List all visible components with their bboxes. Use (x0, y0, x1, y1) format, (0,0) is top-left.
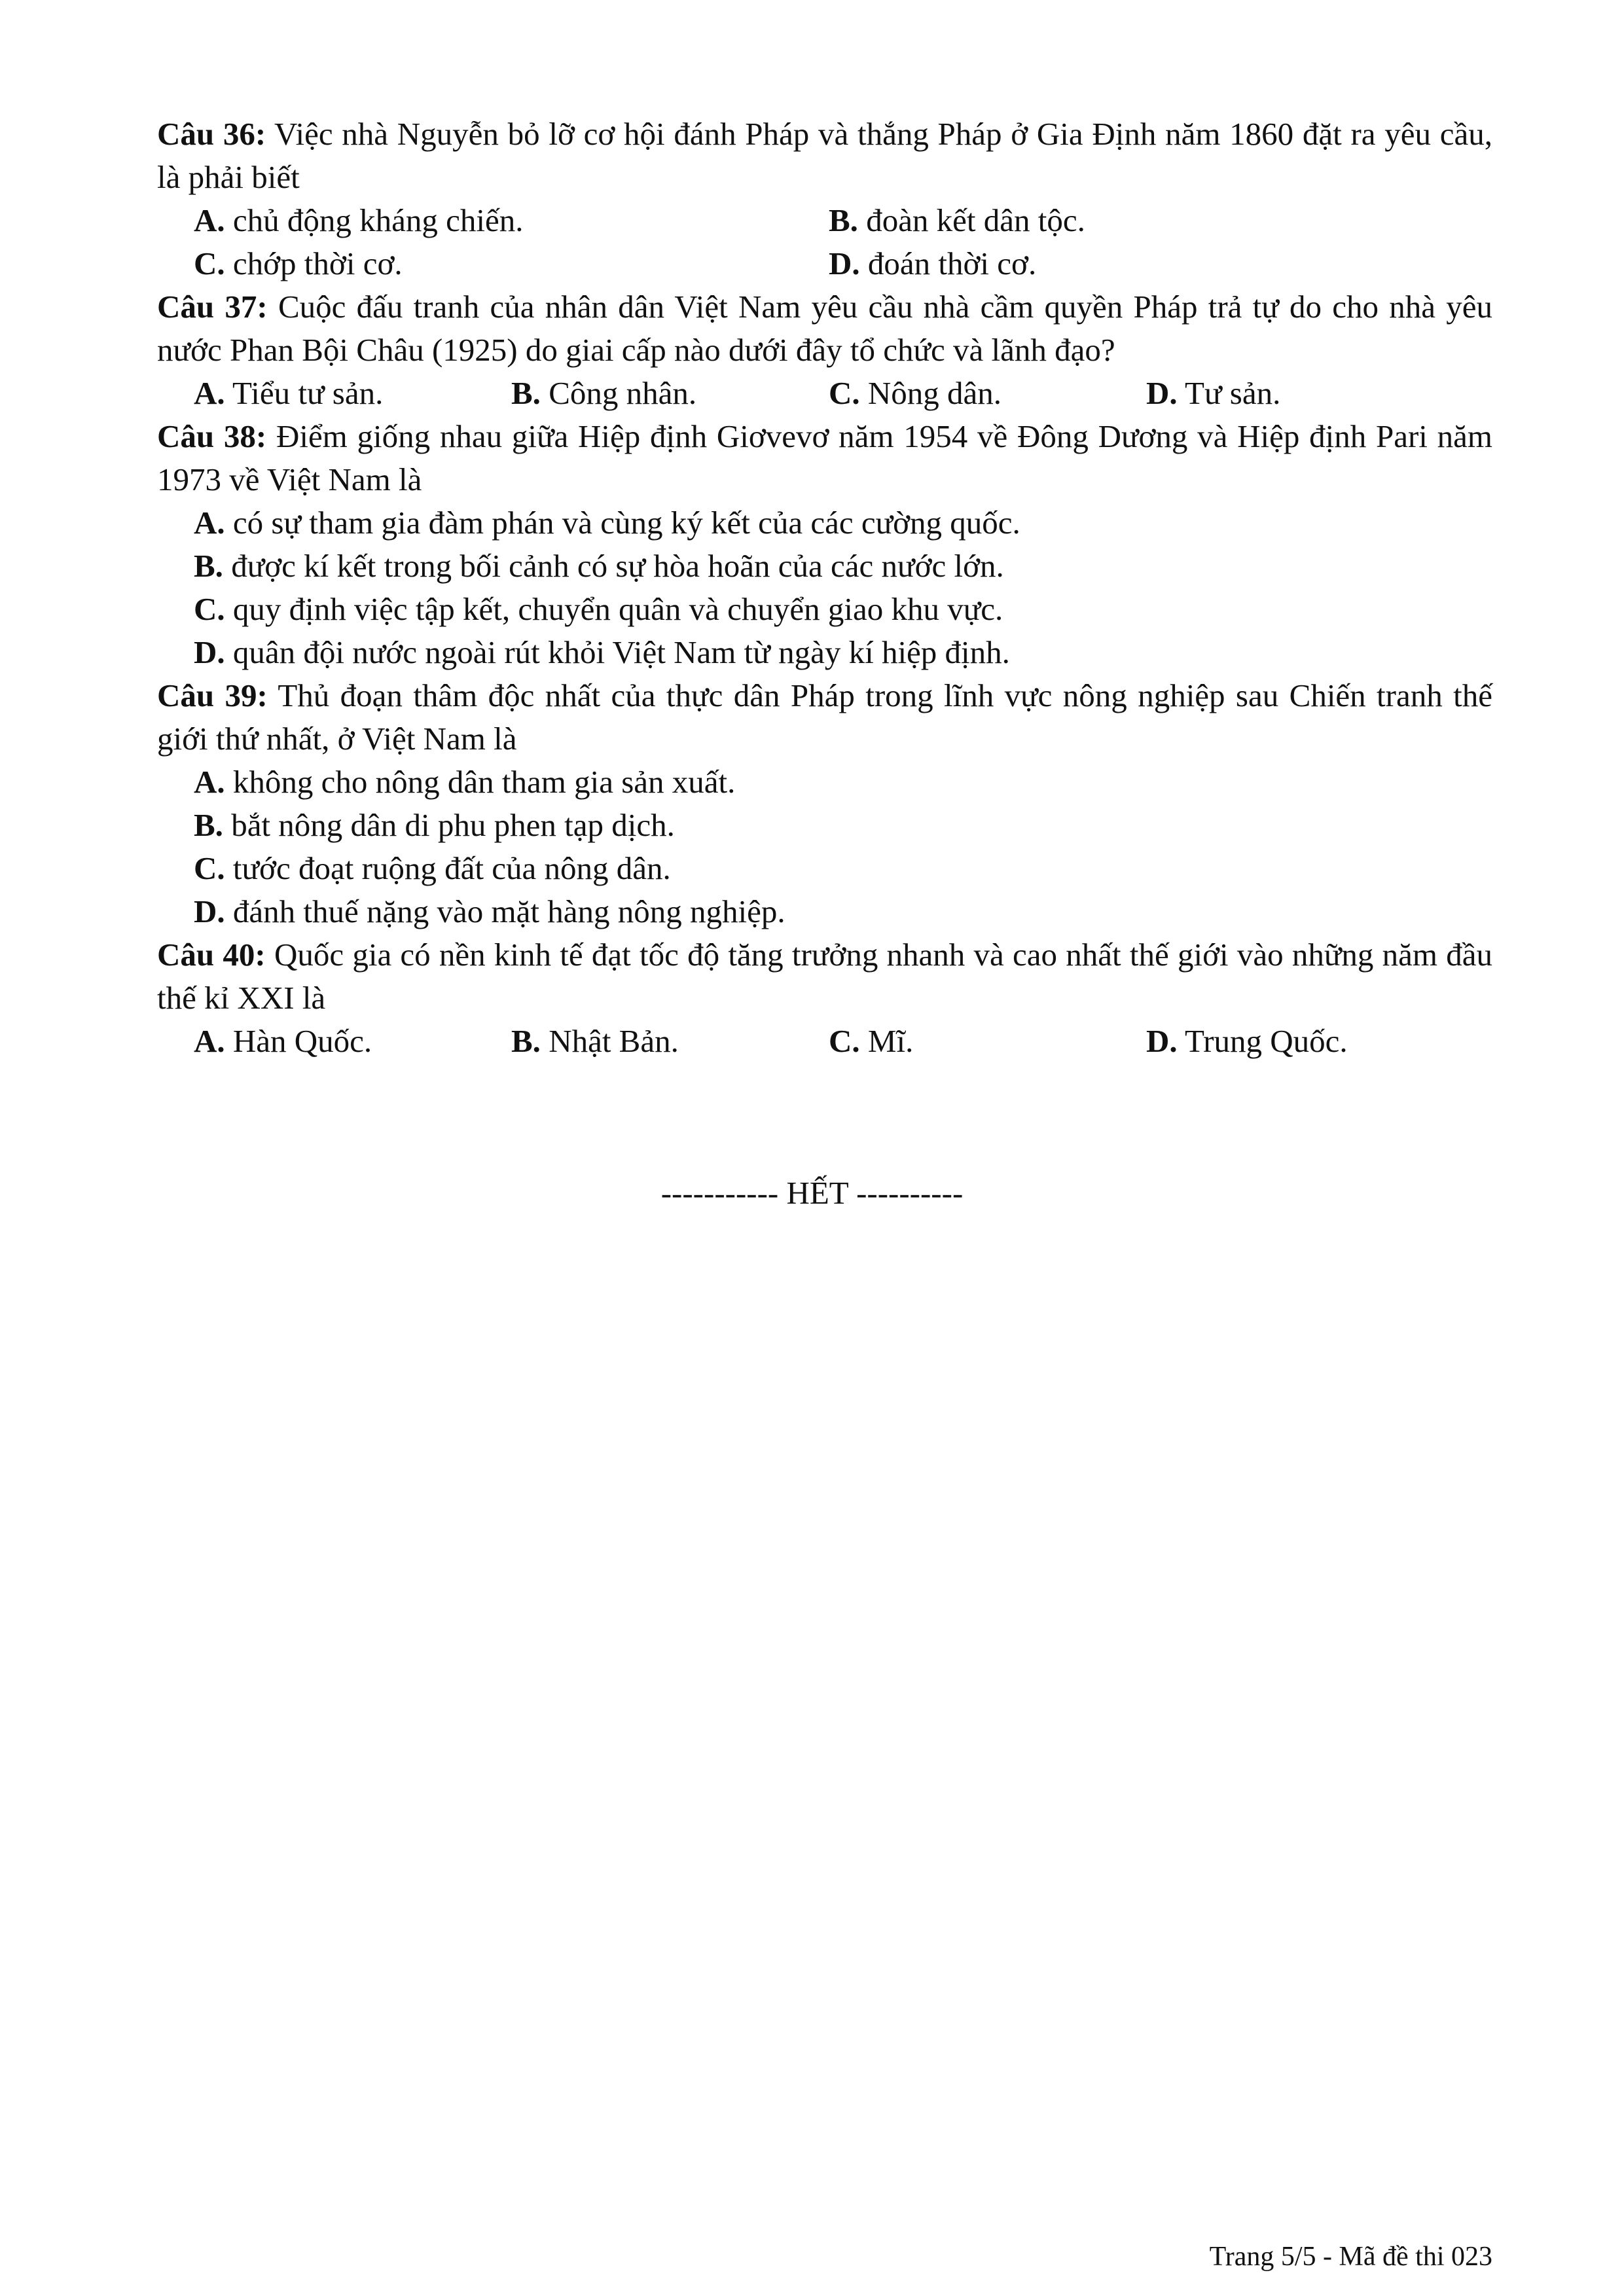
option-text: chớp thời cơ. (232, 245, 403, 281)
option-letter: C. (194, 850, 225, 886)
question-text: Cuộc đấu tranh của nhân dân Việt Nam yêu cầu nhà cầm quyền Pháp trả tự do cho nhà yêu nước Phan Bội Châu (1925) do giai cấp nào dưới đây tổ chức và lãnh đạo? (157, 289, 1493, 368)
option-text: Nhật Bản. (549, 1023, 679, 1059)
option-letter: D. (829, 245, 860, 281)
option-a (194, 199, 829, 242)
option-letter: D. (1146, 375, 1178, 411)
option-letter: C. (829, 375, 860, 411)
option-b (194, 545, 1492, 588)
option-a (194, 501, 1492, 545)
options (157, 1020, 1492, 1063)
option-text: Tiểu tư sản. (232, 375, 384, 411)
question-text: Quốc gia có nền kinh tế đạt tốc độ tăng trưởng nhanh và cao nhất thế giới vào những năm đầu thế kỉ XXI là (157, 937, 1493, 1016)
option-d (1146, 372, 1464, 415)
option-letter: D. (194, 893, 225, 929)
option-a (194, 761, 1492, 804)
question-39 (157, 674, 1492, 933)
question-text: Việc nhà Nguyễn bỏ lỡ cơ hội đánh Pháp và thắng Pháp ở Gia Định năm 1860 đặt ra yêu cầu, là phải biết (157, 116, 1492, 195)
option-text: đánh thuế nặng vào mặt hàng nông nghiệp. (232, 893, 785, 929)
option-text: đoán thời cơ. (867, 245, 1037, 281)
options (157, 199, 1492, 285)
option-text: Hàn Quốc. (232, 1023, 372, 1059)
option-d (194, 631, 1492, 674)
option-a (194, 1020, 511, 1063)
option-letter: C. (194, 591, 225, 627)
option-letter: A. (194, 764, 225, 800)
option-c (194, 242, 829, 285)
option-letter: B. (194, 548, 223, 584)
option-text: chủ động kháng chiến. (232, 202, 524, 238)
option-letter: B. (511, 375, 541, 411)
options (157, 501, 1492, 674)
option-text: Nông dân. (867, 375, 1002, 411)
option-letter: C. (829, 1023, 860, 1059)
option-text: quân đội nước ngoài rút khỏi Việt Nam từ ngày kí hiệp định. (232, 634, 1010, 670)
option-c (194, 847, 1492, 890)
option-letter: A. (194, 375, 225, 411)
page-footer: Trang 5/5 - Mã đề thi 023 (1209, 2242, 1492, 2272)
question-38 (157, 415, 1492, 674)
option-letter: A. (194, 505, 225, 541)
option-text: có sự tham gia đàm phán và cùng ký kết của các cường quốc. (232, 505, 1020, 541)
question-number: Câu 39: (157, 677, 268, 713)
option-letter: A. (194, 202, 225, 238)
option-letter: B. (511, 1023, 541, 1059)
option-c (194, 588, 1492, 631)
option-letter: D. (1146, 1023, 1178, 1059)
question-text: Điểm giống nhau giữa Hiệp định Giơvevơ năm 1954 về Đông Dương và Hiệp định Pari năm 1973 về Việt Nam là (157, 418, 1492, 497)
option-text: Trung Quốc. (1185, 1023, 1348, 1059)
option-b (194, 804, 1492, 847)
options (157, 761, 1492, 933)
option-text: Tư sản. (1185, 375, 1281, 411)
option-letter: A. (194, 1023, 225, 1059)
option-text: tước đoạt ruộng đất của nông dân. (232, 850, 671, 886)
end-marker: ----------- HẾT ---------- (660, 1175, 964, 1211)
option-b (511, 372, 829, 415)
option-text: Mĩ. (867, 1023, 914, 1059)
option-text: không cho nông dân tham gia sản xuất. (232, 764, 736, 800)
question-36 (157, 113, 1492, 285)
option-b (511, 1020, 829, 1063)
question-number: Câu 37: (157, 289, 268, 325)
option-letter: B. (194, 807, 223, 843)
option-b (829, 199, 1464, 242)
question-text: Thủ đoạn thâm độc nhất của thực dân Pháp trong lĩnh vực nông nghiệp sau Chiến tranh thế giới thứ nhất, ở Việt Nam là (157, 677, 1492, 757)
question-number: Câu 40: (157, 937, 266, 973)
option-d (194, 890, 1492, 933)
option-text: được kí kết trong bối cảnh có sự hòa hoãn của các nước lớn. (231, 548, 1004, 584)
option-d (1146, 1020, 1464, 1063)
question-number: Câu 36: (157, 116, 266, 152)
question-40 (157, 933, 1492, 1063)
exam-page (157, 113, 1492, 1063)
option-text: quy định việc tập kết, chuyển quân và chuyển giao khu vực. (232, 591, 1003, 627)
option-d (829, 242, 1464, 285)
options (157, 372, 1492, 415)
question-number: Câu 38: (157, 418, 267, 454)
option-a (194, 372, 511, 415)
option-letter: C. (194, 245, 225, 281)
question-37 (157, 285, 1492, 415)
option-letter: D. (194, 634, 225, 670)
option-letter: B. (829, 202, 858, 238)
option-c (829, 372, 1146, 415)
option-text: bắt nông dân di phu phen tạp dịch. (231, 807, 675, 843)
option-text: đoàn kết dân tộc. (866, 202, 1085, 238)
option-c (829, 1020, 1146, 1063)
option-text: Công nhân. (549, 375, 697, 411)
